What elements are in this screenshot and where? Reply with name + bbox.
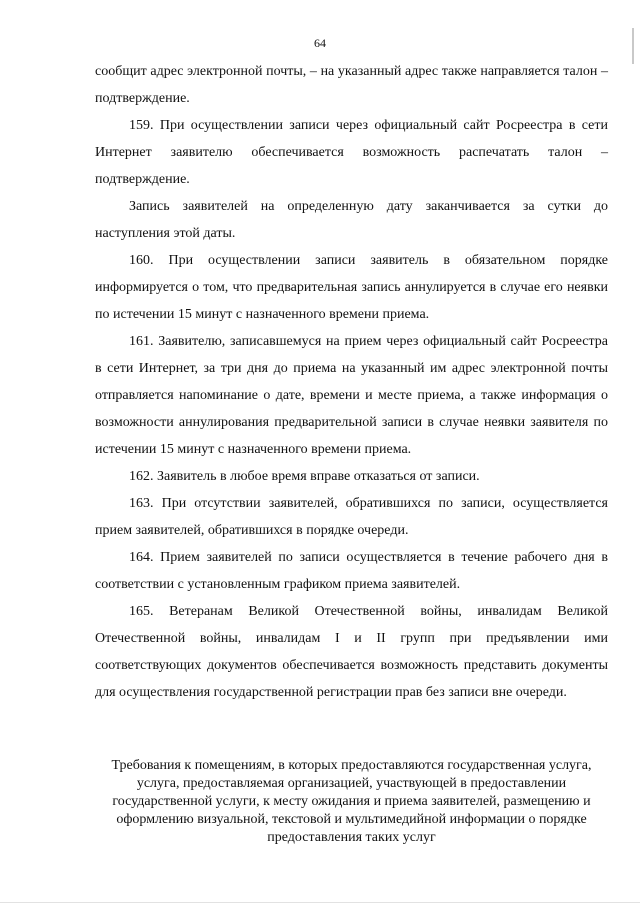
paragraph-162: 162. Заявитель в любое время вправе отказаться от записи. — [129, 469, 480, 484]
paragraph-161: 161. Заявителю, записавшемуся на прием через официальный сайт Росреестра в сети Интернет, за три дня до приема на указанный им адрес электронной почты отправляется напоминание о дате, времени и месте приема, а также информация о возможности аннулирования предварительной записи в случае неявки заявителя по истечении 15 минут с назначенного времени приема. — [95, 334, 608, 457]
paragraph-164: 164. Прием заявителей по записи осуществляется в течение рабочего дня в соответствии с установленным графиком приема заявителей. — [95, 550, 608, 592]
paragraph-163: 163. При отсутствии заявителей, обратившихся по записи, осуществляется прием заявителей, обратившихся в порядке очереди. — [95, 496, 608, 538]
section-heading: Требования к помещениям, в которых предоставляются государственная услуга, услуга, предоставляемая организацией, участвующей в предоставлении государственной услуги, к месту ожидания и приема заявителей, размещению и оформлению визуальной, текстовой и мультимедийной информации о порядке предоставления таких услуг — [111, 758, 592, 845]
paragraph-159: 159. При осуществлении записи через официальный сайт Росреестра в сети Интернет заявителю обеспечивается возможность распечатать талон – подтверждение. — [95, 118, 608, 187]
paragraph-160: 160. При осуществлении записи заявитель в обязательном порядке информируется о том, что предварительная запись аннулируется в случае его неявки по истечении 15 минут с назначенного времени приема. — [95, 253, 608, 322]
scan-edge-line — [0, 902, 640, 903]
paragraph-165: 165. Ветеранам Великой Отечественной войны, инвалидам Великой Отечественной войны, инвалидам I и II групп при предъявлении ими соответствующих документов обеспечивается возможность представить документы для осуществления государственной регистрации прав без записи вне очереди. — [95, 604, 608, 700]
document-body — [95, 58, 608, 706]
paragraph-continuation: сообщит адрес электронной почты, – на указанный адрес также направляется талон – подтверждение. — [95, 64, 608, 106]
page-number: 64 — [314, 36, 326, 50]
paragraph-booking-deadline: Запись заявителей на определенную дату заканчивается за сутки до наступления этой даты. — [95, 199, 608, 241]
